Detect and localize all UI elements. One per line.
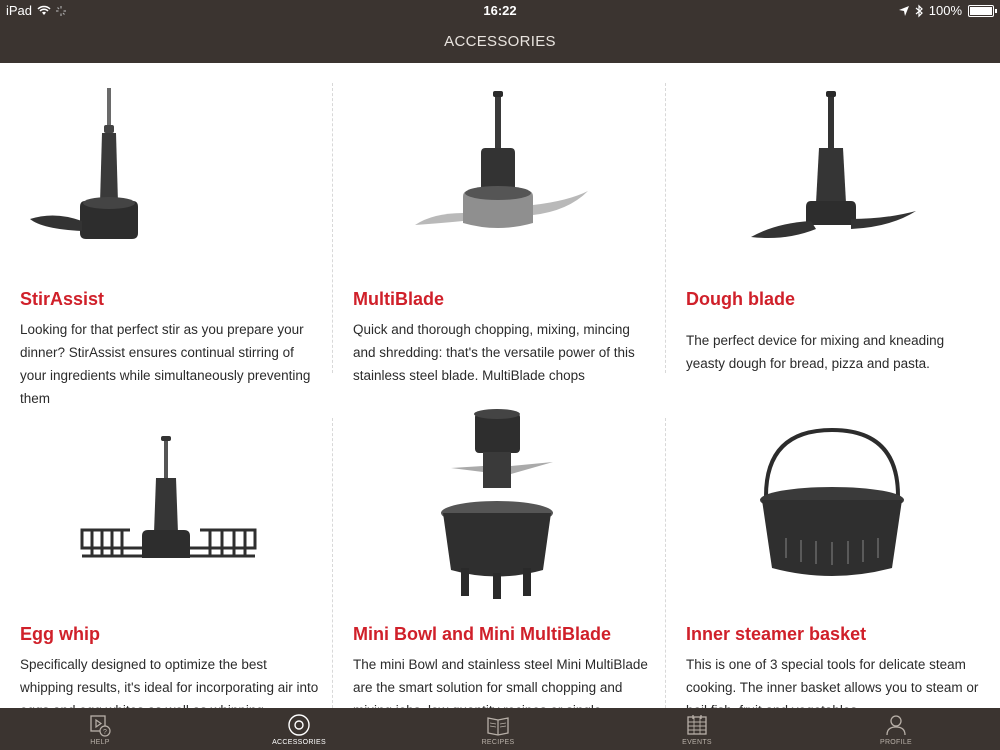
- tab-bar: [0, 708, 1000, 750]
- svg-text:?: ?: [103, 729, 107, 736]
- stirassist-image: [0, 73, 333, 283]
- status-time: 16:22: [483, 3, 517, 18]
- status-right: [899, 3, 994, 18]
- tab-accessories[interactable]: [239, 708, 359, 750]
- calendar-icon: [685, 713, 709, 737]
- tab-label: PROFILE: [879, 739, 913, 746]
- accessory-description: Looking for that perfect stir as you prepare your dinner? StirAssist ensures continual stirring of your ingredients while simultaneously preventing them: [20, 322, 311, 406]
- accessory-card-dough-blade[interactable]: [666, 73, 999, 388]
- accessory-title: StirAssist: [20, 289, 105, 309]
- status-bar: [0, 0, 1000, 20]
- battery-icon: [968, 5, 994, 17]
- accessory-card-mini-bowl[interactable]: [333, 408, 666, 723]
- help-video-icon: [88, 713, 112, 737]
- location-arrow-icon: [899, 6, 909, 16]
- accessory-title: Inner steamer basket: [686, 624, 867, 644]
- accessory-title: Egg whip: [20, 624, 100, 644]
- dough-blade-image: [666, 73, 999, 283]
- tab-label: ACCESSORIES: [272, 739, 326, 746]
- tab-profile[interactable]: [836, 708, 956, 750]
- book-icon: [486, 713, 510, 737]
- inner-steamer-basket-image: [666, 408, 999, 618]
- page-title: ACCESSORIES: [0, 20, 1000, 63]
- accessory-card-inner-steamer-basket[interactable]: [666, 408, 999, 723]
- accessory-card-egg-whip[interactable]: [0, 408, 333, 723]
- tab-help[interactable]: [40, 708, 160, 750]
- tab-label: HELP: [90, 739, 110, 746]
- battery-percent: 100%: [928, 3, 962, 18]
- profile-icon: [884, 713, 908, 737]
- accessories-grid: [0, 63, 1000, 708]
- accessory-description: Specifically designed to optimize the best whipping results, it's ideal for incorporating air into: [20, 657, 319, 695]
- bluetooth-icon: [915, 5, 923, 17]
- accessory-title: Dough blade: [686, 289, 795, 309]
- multiblade-image: [333, 73, 666, 283]
- accessory-title: Mini Bowl and Mini MultiBlade: [353, 624, 611, 644]
- egg-whip-image: [0, 408, 333, 618]
- tab-recipes[interactable]: [438, 708, 558, 750]
- accessory-card-multiblade[interactable]: [333, 73, 666, 388]
- accessory-description: The mini Bowl and stainless steel Mini MultiBlade are the smart solution for small chopping and: [353, 657, 648, 695]
- accessory-description: Quick and thorough chopping, mixing, mincing and shredding: that's the versatile power of this stainless steel blade. MultiBlade chops: [353, 322, 635, 383]
- mini-bowl-image: [333, 408, 666, 618]
- tab-label: RECIPES: [481, 739, 515, 746]
- accessories-icon: [287, 713, 311, 737]
- accessory-description: The perfect device for mixing and kneading yeasty dough for bread, pizza and pasta.: [686, 333, 945, 371]
- tab-events[interactable]: [637, 708, 757, 750]
- accessory-card-stirassist[interactable]: [0, 73, 333, 406]
- tab-label: EVENTS: [682, 739, 712, 746]
- accessory-description: This is one of 3 special tools for delicate steam cooking. The inner basket allows you to steam or: [686, 657, 979, 695]
- accessory-title: MultiBlade: [353, 289, 445, 309]
- device-name: iPad: [6, 3, 33, 18]
